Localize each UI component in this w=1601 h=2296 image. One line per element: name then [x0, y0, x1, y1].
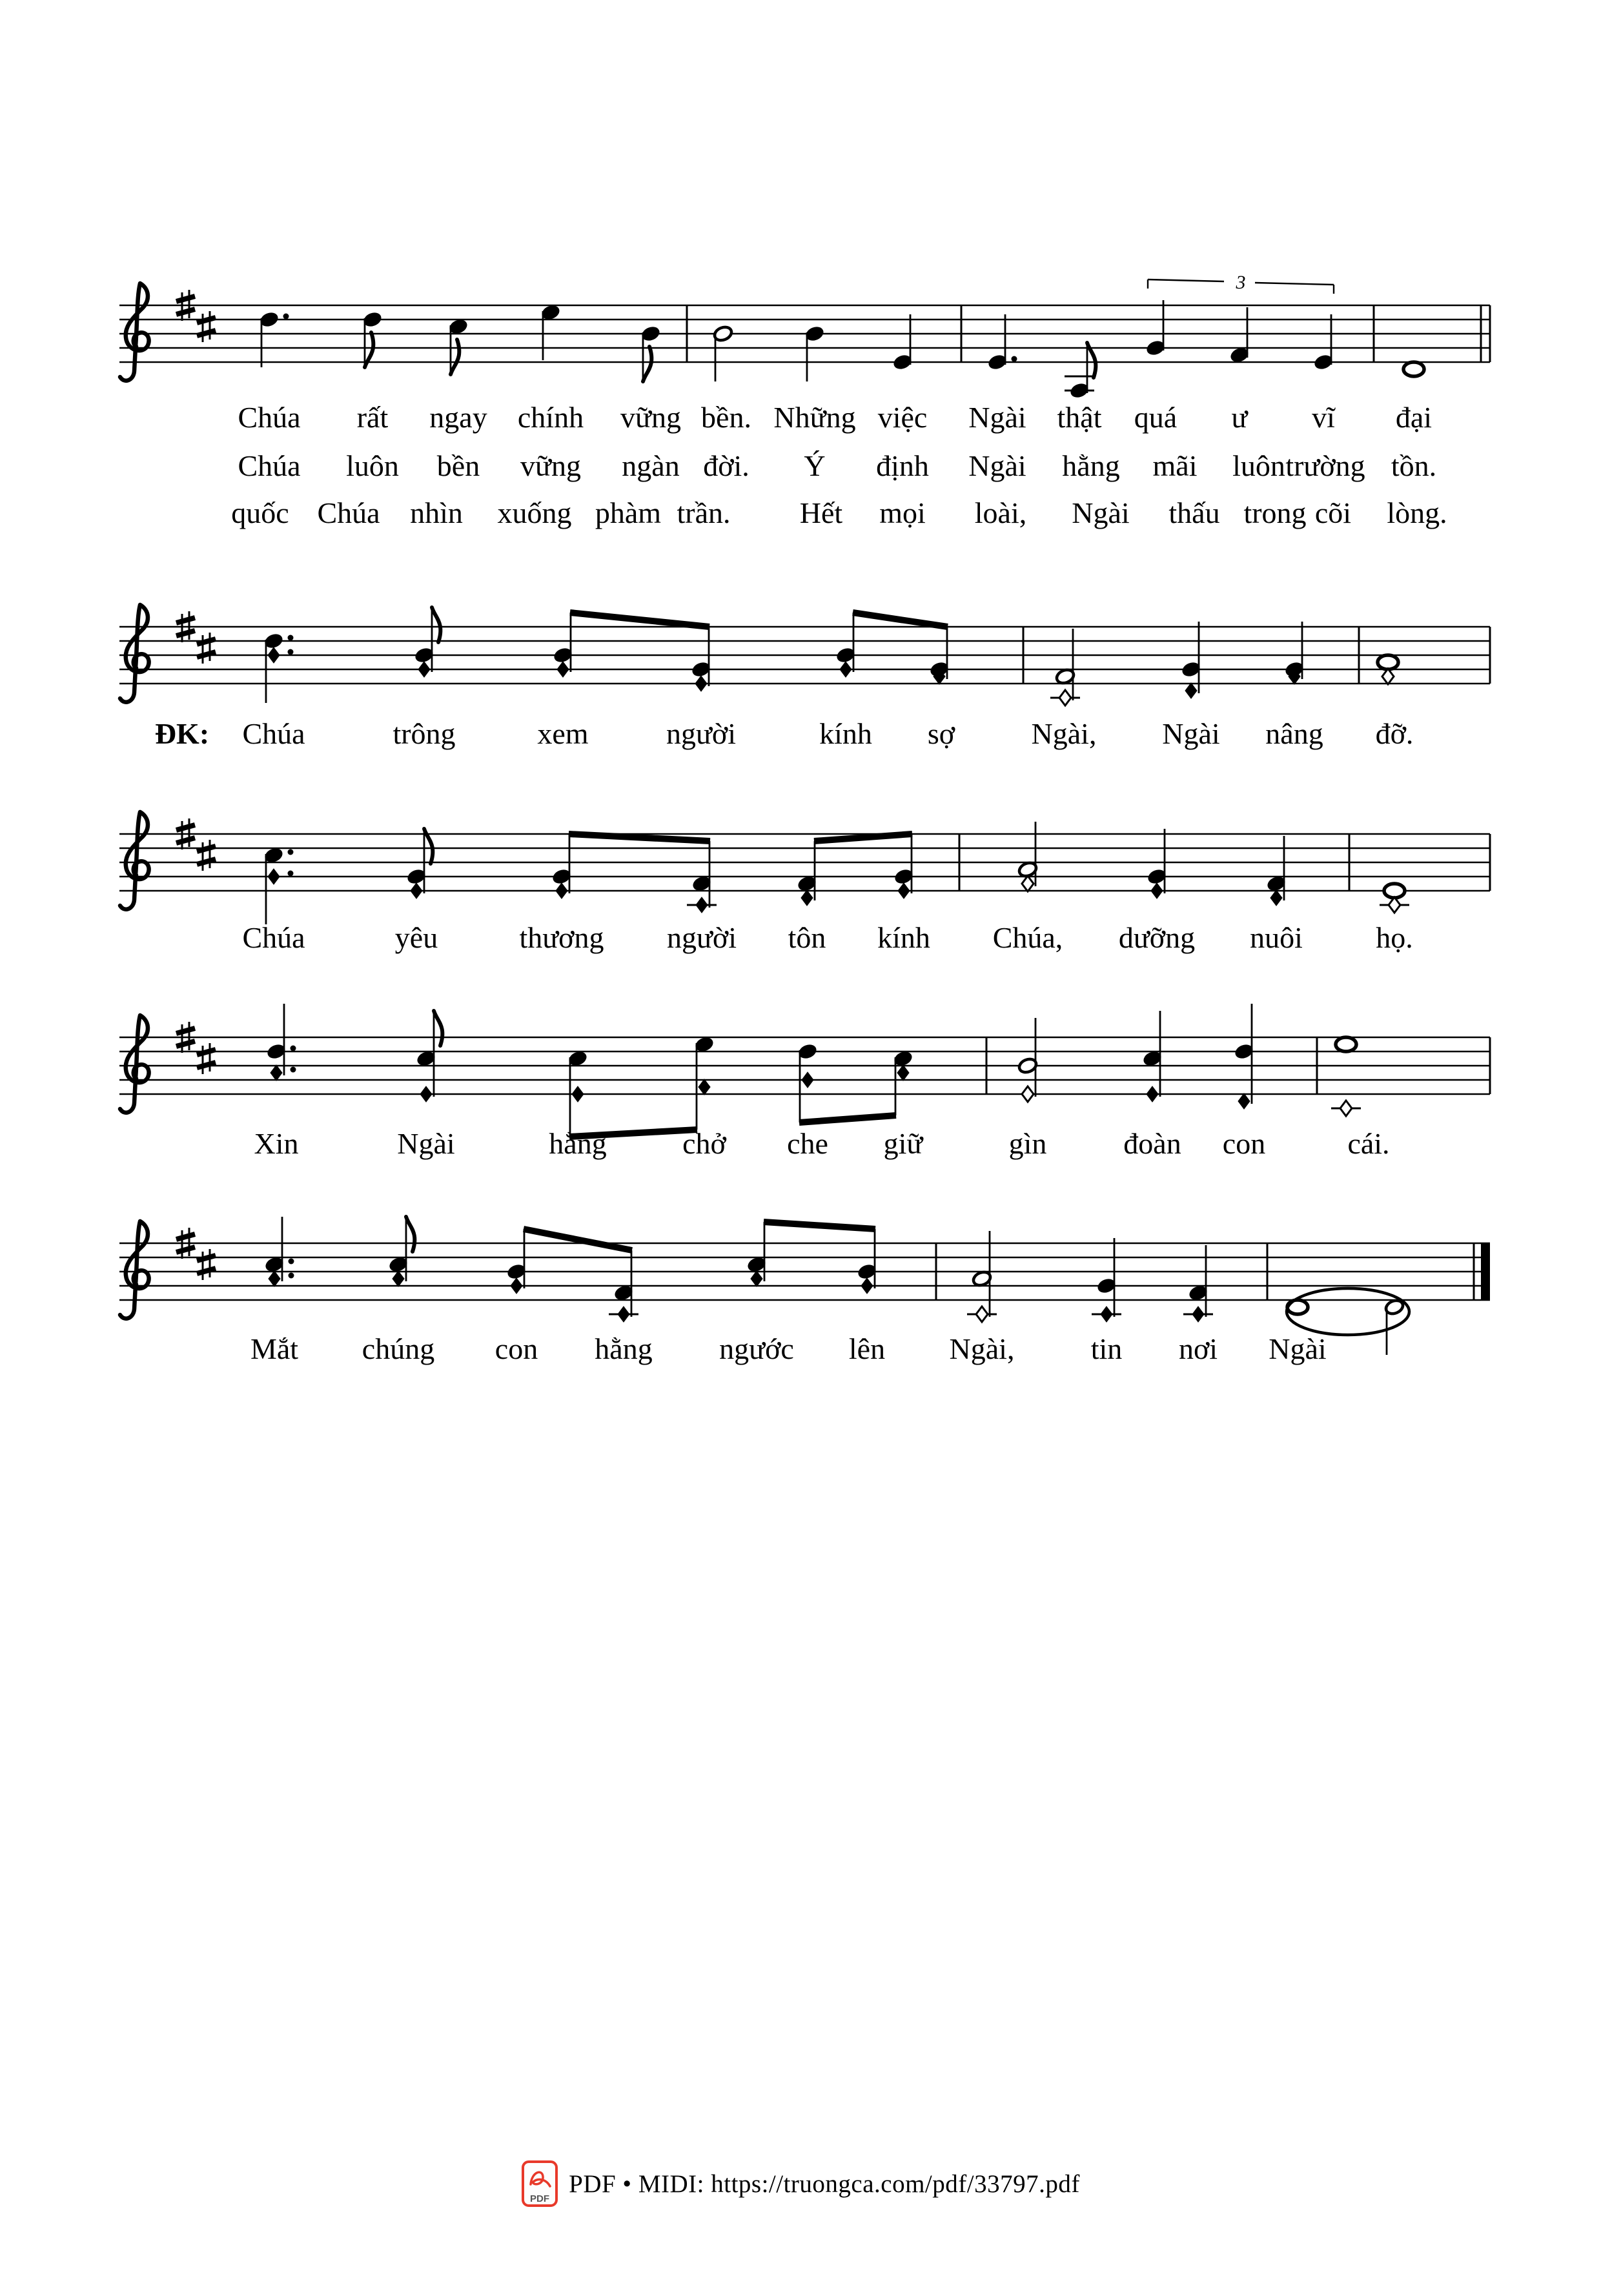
- diamond-notehead: [1389, 897, 1400, 913]
- diamond-notehead: [556, 883, 567, 899]
- lyric-syllable: Hết: [799, 496, 843, 529]
- augmentation-dot: [288, 849, 294, 855]
- lyric-syllable: luôn: [346, 449, 399, 482]
- diamond-notehead: [268, 647, 280, 663]
- staff-system: [119, 1217, 1490, 1365]
- lyric-syllable: che: [787, 1127, 828, 1160]
- lyric-syllable: Ngài: [1269, 1332, 1327, 1365]
- lyric-syllable: chính: [517, 401, 584, 434]
- diamond-notehead: [897, 1065, 909, 1081]
- treble-clef-icon: [120, 1221, 149, 1319]
- lyric-syllable: Ngài: [968, 401, 1026, 434]
- lyric-syllable: xem: [537, 717, 589, 750]
- lyric-syllable: trường: [1285, 449, 1365, 482]
- augmentation-dot: [1012, 356, 1017, 362]
- lyric-syllable: Ngài,: [1031, 717, 1097, 750]
- lyric-syllable: Ý: [804, 449, 826, 482]
- lyric-syllable: ngước: [719, 1332, 794, 1365]
- diamond-notehead: [1147, 1086, 1158, 1102]
- lyric-syllable: người: [666, 717, 737, 750]
- triplet-bracket: [1148, 279, 1224, 281]
- lyric-syllable: tin: [1090, 1332, 1123, 1365]
- lyric-syllable: bền.: [701, 401, 751, 434]
- diamond-notehead: [1382, 669, 1394, 684]
- diamond-notehead: [393, 1271, 404, 1286]
- eighth-flag: [432, 607, 440, 642]
- lyric-syllable: định: [876, 449, 929, 482]
- eighth-flag: [406, 1217, 414, 1252]
- footer-link-text: PDF • MIDI: https://truongca.com/pdf/33797.pdf: [569, 2169, 1080, 2198]
- final-barline: [1481, 1243, 1490, 1300]
- triplet-number: 3: [1236, 272, 1246, 293]
- sharp-icon: [197, 639, 216, 644]
- lyric-syllable: bền: [436, 449, 480, 482]
- lyric-syllable: Ngài: [1162, 717, 1220, 750]
- diamond-notehead: [840, 662, 851, 677]
- augmentation-dot: [283, 314, 289, 320]
- lyric-syllable: con: [495, 1332, 538, 1365]
- augmentation-dot: [288, 649, 294, 655]
- diamond-notehead: [1022, 876, 1034, 891]
- lyric-syllable: quá: [1134, 401, 1178, 434]
- diamond-notehead: [420, 1086, 432, 1102]
- lyric-syllable: yêu: [394, 921, 438, 954]
- beam: [569, 834, 710, 841]
- diamond-notehead: [511, 1278, 522, 1294]
- treble-clef-icon: [120, 1015, 149, 1113]
- lyric-syllable: thấu: [1168, 496, 1220, 529]
- sharp-icon: [197, 330, 216, 336]
- beam: [570, 613, 709, 627]
- diamond-notehead: [1270, 890, 1282, 906]
- diamond-notehead: [695, 676, 707, 691]
- augmentation-dot: [289, 1273, 294, 1279]
- beam: [524, 1229, 632, 1250]
- augmentation-dot: [291, 1067, 296, 1073]
- lyric-syllable: phàm: [595, 496, 662, 529]
- diamond-notehead: [270, 1065, 282, 1081]
- lyric-syllable: mọi: [879, 496, 926, 529]
- sharp-icon: [197, 1268, 216, 1274]
- sharp-icon: [176, 838, 195, 843]
- beam: [814, 834, 912, 841]
- diamond-notehead: [418, 662, 430, 677]
- staff-system: [119, 605, 1490, 750]
- lyric-syllable: rất: [356, 401, 389, 434]
- lyric-syllable: họ.: [1376, 921, 1413, 954]
- diamond-notehead: [751, 1271, 762, 1286]
- pdf-icon-label: PDF: [530, 2193, 550, 2204]
- lyric-syllable: nhìn: [410, 496, 463, 529]
- lyric-syllable: kính: [877, 921, 930, 954]
- lyric-syllable: vững: [620, 401, 681, 434]
- lyric-syllable: nuôi: [1250, 921, 1303, 954]
- sharp-icon: [197, 846, 216, 851]
- lyric-syllable: Chúa: [238, 449, 301, 482]
- sharp-icon: [197, 652, 216, 657]
- lyric-syllable: đoàn: [1123, 1127, 1181, 1160]
- diamond-notehead: [1340, 1101, 1352, 1116]
- lyric-syllable: gìn: [1008, 1127, 1047, 1160]
- diamond-notehead: [411, 883, 422, 899]
- augmentation-dot: [288, 871, 294, 877]
- eighth-flag: [643, 347, 651, 381]
- lyric-syllable: đỡ.: [1375, 717, 1414, 750]
- lyric-syllable: việc: [877, 401, 928, 434]
- lyric-syllable: Chúa,: [992, 921, 1063, 954]
- augmentation-dot: [291, 1046, 296, 1051]
- sharp-icon: [197, 1255, 216, 1261]
- lyric-syllable: tồn.: [1391, 449, 1437, 482]
- diamond-notehead: [802, 1072, 813, 1088]
- diamond-notehead: [976, 1306, 988, 1322]
- lyric-syllable: tôn: [788, 921, 826, 954]
- treble-clef-icon: [120, 812, 149, 909]
- beam: [764, 1222, 875, 1229]
- diamond-notehead: [898, 883, 910, 899]
- lyric-syllable: lòng.: [1387, 496, 1447, 529]
- sharp-icon: [176, 309, 195, 314]
- lyric-syllable: hằng: [1062, 449, 1120, 482]
- lyric-syllable: Ngài,: [949, 1332, 1015, 1365]
- lyric-syllable: thương: [519, 921, 604, 954]
- lyric-syllable: vĩ: [1312, 401, 1335, 434]
- lyric-syllable: nâng: [1265, 717, 1323, 750]
- lyric-syllable: con: [1222, 1127, 1266, 1160]
- beam: [853, 613, 948, 627]
- lyric-syllable: mãi: [1152, 449, 1198, 482]
- triplet-bracket: [1255, 283, 1334, 285]
- staff-system: [119, 812, 1490, 954]
- sharp-icon: [197, 318, 216, 323]
- lyric-syllable: ĐK:: [154, 717, 210, 750]
- lyric-syllable: người: [666, 921, 737, 954]
- diamond-notehead: [269, 1271, 280, 1286]
- diamond-notehead: [1185, 683, 1197, 698]
- sharp-icon: [176, 1247, 195, 1252]
- sharp-icon: [176, 1041, 195, 1046]
- staff-system: [119, 1004, 1490, 1160]
- whole-notehead: [1403, 362, 1424, 376]
- diamond-notehead: [557, 662, 569, 677]
- lyric-syllable: quốc: [231, 496, 289, 529]
- lyric-syllable: đại: [1395, 401, 1433, 434]
- sharp-icon: [176, 1028, 195, 1033]
- pdf-file-icon: [521, 2160, 558, 2208]
- lyric-syllable: Những: [773, 401, 856, 434]
- lyric-syllable: trần.: [677, 496, 731, 529]
- lyric-syllable: ngàn: [622, 449, 680, 482]
- lyric-syllable: Chúa: [317, 496, 380, 529]
- lyric-syllable: Chúa: [242, 921, 305, 954]
- diamond-notehead: [268, 869, 280, 884]
- sharp-icon: [176, 296, 195, 301]
- lyric-syllable: trông: [393, 717, 456, 750]
- lyric-syllable: thật: [1057, 401, 1102, 434]
- diamond-notehead: [1238, 1093, 1250, 1109]
- lyric-syllable: chở: [682, 1127, 726, 1160]
- lyric-syllable: đời.: [703, 449, 750, 482]
- footer: [0, 2160, 1601, 2208]
- treble-clef-icon: [120, 283, 149, 381]
- lyric-syllable: Chúa: [238, 401, 301, 434]
- sharp-icon: [197, 859, 216, 864]
- beam: [799, 1115, 896, 1123]
- whole-notehead: [1336, 1037, 1356, 1051]
- lyric-syllable: Ngài: [397, 1127, 455, 1160]
- lyric-syllable: loài,: [974, 496, 1027, 529]
- lyric-syllable: hằng: [595, 1332, 653, 1365]
- lyric-syllable: vững: [520, 449, 581, 482]
- lyric-syllable: Mắt: [250, 1332, 299, 1365]
- lyric-syllable: ư: [1231, 401, 1248, 434]
- lyric-syllable: hằng: [549, 1127, 607, 1160]
- lyric-syllable: xuống: [497, 496, 572, 529]
- diamond-notehead: [1192, 1306, 1204, 1322]
- diamond-notehead: [1151, 883, 1163, 899]
- lyric-syllable: cái.: [1347, 1127, 1390, 1160]
- diamond-notehead: [699, 1079, 710, 1095]
- eighth-flag: [434, 1011, 442, 1046]
- lyric-syllable: trong: [1243, 496, 1307, 529]
- lyric-syllable: cõi: [1314, 496, 1352, 529]
- sharp-icon: [176, 631, 195, 636]
- sharp-icon: [197, 1062, 216, 1068]
- lyric-syllable: Ngài: [1072, 496, 1130, 529]
- lyric-syllable: Ngài: [968, 449, 1026, 482]
- lyric-syllable: Xin: [254, 1127, 299, 1160]
- lyric-syllable: giữ: [883, 1127, 923, 1160]
- diamond-notehead: [572, 1086, 584, 1102]
- lyric-syllable: nơi: [1178, 1332, 1218, 1365]
- lyric-syllable: lên: [848, 1332, 886, 1365]
- diamond-notehead: [1101, 1306, 1112, 1322]
- diamond-notehead: [861, 1278, 873, 1294]
- augmentation-dot: [289, 1259, 294, 1265]
- staff-system: [119, 272, 1490, 529]
- augmentation-dot: [288, 635, 294, 641]
- eighth-flag: [451, 340, 459, 374]
- sharp-icon: [176, 825, 195, 830]
- lyric-syllable: chúng: [362, 1332, 435, 1365]
- lyric-syllable: sợ: [927, 717, 955, 750]
- lyric-syllable: luôn: [1232, 449, 1285, 482]
- lyric-syllable: kính: [819, 717, 872, 750]
- lyric-syllable: ngay: [429, 401, 487, 434]
- diamond-notehead: [1022, 1086, 1034, 1102]
- sharp-icon: [197, 1050, 216, 1055]
- treble-clef-icon: [120, 605, 149, 702]
- sharp-icon: [176, 1234, 195, 1239]
- diamond-notehead: [1059, 690, 1071, 706]
- diamond-notehead: [618, 1306, 629, 1322]
- sharp-icon: [176, 618, 195, 623]
- diamond-notehead: [696, 897, 708, 913]
- lyric-syllable: dưỡng: [1118, 921, 1196, 954]
- diamond-notehead: [801, 890, 813, 906]
- lyric-syllable: Chúa: [242, 717, 305, 750]
